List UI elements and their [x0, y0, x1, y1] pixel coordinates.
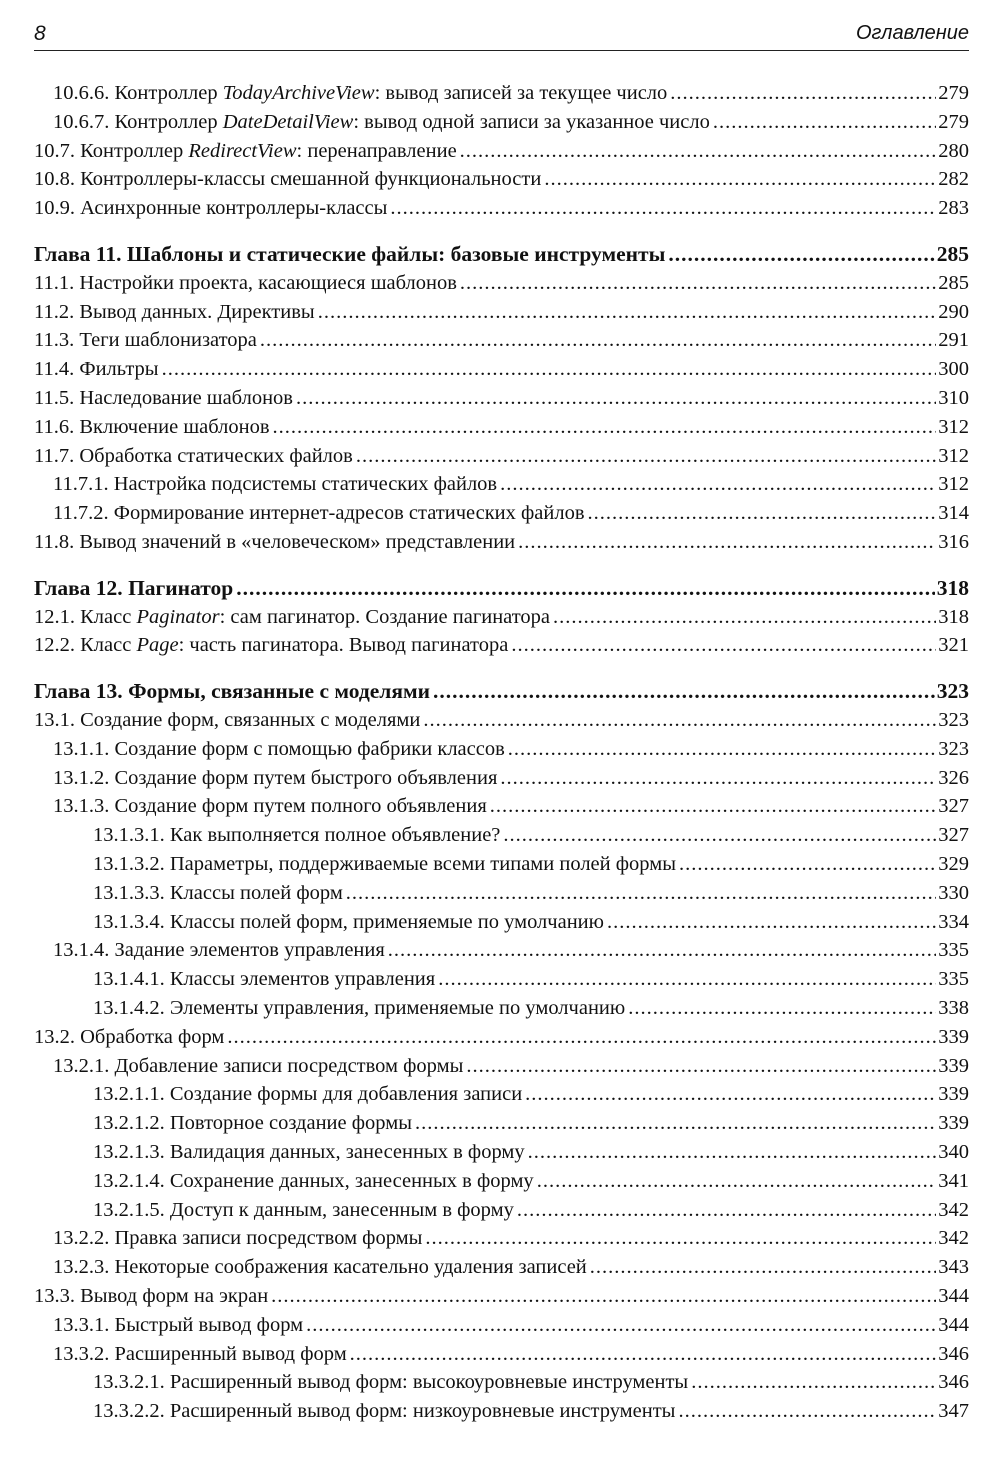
toc-entry-line [53, 790, 969, 819]
toc-entry-title: Включение шаблонов [79, 415, 270, 438]
toc-entry-number: Глава 11. [34, 242, 127, 266]
toc-entry-title: Параметры, поддерживаемые всеми типами полей формы [169, 853, 676, 875]
toc-dot-leader [306, 1312, 936, 1338]
toc-entry-number: 13.2.1. [53, 1054, 115, 1077]
toc-dot-leader [528, 1139, 937, 1165]
toc-entry-title: Некоторые соображения касательно удаления записей [114, 1256, 587, 1279]
toc-chapter-entry [0, 572, 1000, 601]
toc-chapter-entry [0, 675, 1000, 704]
toc-dot-leader [438, 966, 936, 992]
toc-dot-leader [503, 822, 936, 848]
toc-entry-number: 13.2.1.4. [93, 1169, 170, 1192]
toc-dot-leader [466, 1053, 936, 1079]
toc-entry [0, 877, 1000, 906]
toc-entry [0, 1366, 1000, 1395]
toc-dot-leader [236, 575, 934, 601]
toc-entry-page: 316 [938, 531, 969, 553]
toc-entry-number: 13.1.4.2. [93, 997, 170, 1019]
toc-entry-number: 13.1. [34, 709, 81, 731]
toc-entry-page: 339 [938, 1054, 969, 1077]
toc-entry-number: 10.6.6. [53, 82, 115, 104]
toc-entry [0, 497, 1000, 526]
toc-entry [0, 106, 1000, 135]
toc-entry [0, 1395, 1000, 1424]
toc-entry [0, 848, 1000, 877]
toc-dot-leader [607, 909, 936, 935]
toc-entry-page: 329 [938, 853, 969, 875]
toc-dot-leader [518, 529, 936, 555]
toc-entry [0, 733, 1000, 762]
toc-entry [0, 1338, 1000, 1367]
toc-dot-leader [500, 471, 936, 497]
toc-dot-leader [318, 299, 937, 325]
toc-entry-number: 13.2.1.2. [93, 1112, 170, 1135]
toc-entry-title: Класс Page: часть пагинатора. Вывод пагинатора [80, 634, 509, 657]
toc-entry-line [53, 77, 969, 106]
toc-entry [0, 1222, 1000, 1251]
toc-dot-leader [511, 632, 936, 658]
toc-entry-number: 13.3.2.2. [93, 1400, 170, 1423]
toc-entry-page: 346 [938, 1371, 969, 1394]
toc-entry-line [53, 733, 969, 762]
toc-entry-page: 342 [938, 1198, 969, 1221]
toc-entry-title: Создание форм путем быстрого объявления [114, 766, 498, 789]
toc-entry-number: 10.9. [34, 197, 81, 220]
toc-dot-leader [346, 880, 936, 906]
toc-entry [0, 1021, 1000, 1050]
toc-entry [0, 1165, 1000, 1194]
toc-entry-title: Правка записи посредством формы [114, 1227, 423, 1250]
toc-entry-number: 11.7.1. [53, 473, 114, 496]
toc-entry [0, 601, 1000, 630]
toc-entry-page: 312 [938, 473, 969, 496]
toc-entry [0, 267, 1000, 296]
toc-dot-leader [508, 736, 936, 762]
toc-entry-title: Доступ к данным, занесенным в форму [169, 1198, 514, 1221]
toc-dot-leader [296, 385, 936, 411]
toc-entry-title: Наследование шаблонов [79, 387, 293, 409]
toc-entry [0, 163, 1000, 192]
toc-entry-title: Асинхронные контроллеры-классы [80, 197, 388, 220]
toc-entry-number: 13.2. [34, 1025, 81, 1048]
toc-dot-leader [162, 356, 937, 382]
toc-entry-page: 327 [938, 795, 969, 818]
toc-entry-number: Глава 12. [34, 575, 129, 600]
toc-entry-title: Создание форм путем полного объявления [114, 795, 487, 818]
toc-dot-leader [490, 793, 936, 819]
toc-entry-page: 282 [938, 168, 969, 191]
toc-entry-line [34, 704, 969, 733]
toc-entry-line [34, 675, 969, 704]
toc-entry-page: 335 [938, 939, 969, 962]
toc-entry-line [34, 629, 969, 658]
toc-entry-line [53, 1222, 969, 1251]
toc-entry-number: 13.1.3. [53, 795, 115, 818]
toc-dot-leader [356, 443, 936, 469]
toc-entry-page: 285 [936, 242, 969, 266]
toc-entry-title: Пагинатор [128, 575, 234, 600]
toc-entry [0, 1050, 1000, 1079]
toc-entry [0, 1309, 1000, 1338]
toc-entry [0, 790, 1000, 819]
toc-entry-line [34, 238, 969, 267]
running-title: Оглавление [855, 22, 969, 44]
toc-entry-number: 13.1.4. [53, 939, 115, 962]
toc-entry-line [53, 468, 969, 497]
toc-entry [0, 762, 1000, 791]
toc-entry-page: 290 [938, 300, 969, 323]
toc-entry-number: 13.1.3.1. [93, 824, 170, 847]
toc-entry-title: Расширенный вывод форм [114, 1342, 347, 1365]
toc-entry-number: 13.1.4.1. [93, 968, 170, 991]
toc-dot-leader [260, 327, 936, 353]
toc-entry-page: 300 [938, 358, 969, 381]
toc-entry [0, 704, 1000, 733]
toc-entry-line [53, 1338, 969, 1367]
toc-entry-number: 11.3. [34, 329, 80, 352]
toc-entry-line [34, 572, 969, 601]
toc-entry [0, 906, 1000, 935]
toc-entry-title: Формы, связанные с моделями [128, 679, 431, 704]
toc-entry-number: 13.1.3.4. [93, 910, 170, 933]
toc-entry-title: Повторное создание формы [169, 1112, 412, 1135]
toc-dot-leader [500, 765, 936, 791]
toc-entry-title: Валидация данных, занесенных в форму [169, 1141, 525, 1163]
toc-entry-line [93, 1395, 969, 1424]
toc-dot-leader [668, 241, 934, 267]
toc-entry-page: 346 [938, 1342, 969, 1365]
toc-entry-page: 339 [938, 1112, 969, 1135]
toc-entry-number: 13.1.1. [53, 737, 115, 760]
toc-entry-line [93, 1366, 969, 1395]
toc-entry-line [93, 963, 969, 992]
toc-dot-leader [713, 109, 936, 135]
toc-entry-number: 10.8. [34, 168, 81, 191]
toc-dot-leader [423, 707, 936, 733]
toc-dot-leader [679, 851, 936, 877]
toc-entry [0, 992, 1000, 1021]
toc-entry-title: Добавление записи посредством формы [114, 1054, 464, 1077]
toc-entry [0, 411, 1000, 440]
toc-entry-page: 327 [938, 824, 969, 847]
toc-entry-line [34, 601, 969, 630]
toc-entry-page: 318 [938, 605, 969, 628]
toc-entry-title-italic: RedirectView [188, 139, 297, 162]
toc-entry-number: 13.3.1. [53, 1313, 115, 1336]
toc-entry-line [34, 267, 969, 296]
toc-dot-leader [415, 1110, 936, 1136]
toc-entry-page: 310 [938, 387, 969, 409]
toc-entry-line [34, 1021, 969, 1050]
toc-entry [0, 629, 1000, 658]
toc-entry-title-italic: Paginator [136, 605, 220, 628]
toc-entry-number: 13.2.1.5. [93, 1198, 170, 1221]
toc-dot-leader [460, 270, 936, 296]
toc-entry-line [53, 497, 969, 526]
toc-entry-page: 344 [938, 1285, 969, 1307]
toc-entry-title: Классы полей форм [169, 881, 343, 904]
toc-entry-title: Классы элементов управления [169, 968, 436, 991]
toc-entry-page: 279 [938, 110, 969, 133]
toc-entry-number: 13.2.3. [53, 1256, 115, 1279]
toc-entry-title: Задание элементов управления [114, 939, 385, 962]
toc-entry [0, 192, 1000, 221]
toc-dot-leader [425, 1225, 936, 1251]
toc-entry-line [34, 135, 969, 164]
toc-entry [0, 468, 1000, 497]
toc-entry-page: 323 [938, 737, 969, 760]
toc-entry-line [34, 296, 969, 325]
toc-entry-page: 340 [938, 1141, 969, 1163]
toc-entry-number: 13.3.2. [53, 1342, 115, 1365]
toc-entry-line [93, 1107, 969, 1136]
toc-entry-page: 323 [938, 709, 969, 731]
toc-entry-page: 280 [938, 139, 969, 162]
toc-entry-number: 12.1. [34, 605, 81, 628]
toc-entry-line [53, 934, 969, 963]
toc-entry-page: 339 [938, 1083, 969, 1106]
toc-entry-title: Классы полей форм, применяемые по умолчанию [169, 910, 604, 933]
toc-entry-title: Класс Paginator: сам пагинатор. Создание пагинатора [80, 605, 551, 628]
toc-entry-number: 13.2.2. [53, 1227, 115, 1250]
toc-dot-leader [433, 678, 935, 704]
toc-dot-leader [227, 1024, 936, 1050]
toc-dot-leader [273, 414, 937, 440]
toc-entry-line [34, 526, 969, 555]
toc-entry [0, 440, 1000, 469]
toc-entry-number: 13.2.1.3. [93, 1141, 170, 1163]
toc-chapter-entry [0, 238, 1000, 267]
toc-entry [0, 934, 1000, 963]
toc-entry-page: 342 [938, 1227, 969, 1250]
toc-dot-leader [350, 1341, 937, 1367]
toc-entry-number: 11.7. [34, 444, 80, 467]
toc-entry [0, 526, 1000, 555]
toc-entry-title: Настройки проекта, касающиеся шаблонов [79, 271, 457, 294]
toc-entry [0, 77, 1000, 106]
toc-entry-page: 339 [938, 1025, 969, 1048]
toc-entry-page: 347 [938, 1400, 969, 1423]
toc-dot-leader [271, 1283, 936, 1309]
toc-entry-line [93, 877, 969, 906]
toc-entry-line [93, 992, 969, 1021]
toc-dot-leader [553, 604, 936, 630]
toc-entry-page: 344 [938, 1313, 969, 1336]
toc-entry-line [53, 762, 969, 791]
toc-entry-title: Фильтры [79, 358, 159, 381]
toc-entry-line [93, 1165, 969, 1194]
toc-entry-number: Глава 13. [34, 679, 129, 704]
toc-entry-number: 10.6.7. [53, 110, 115, 133]
toc-entry-line [34, 440, 969, 469]
toc-entry-line [34, 1280, 969, 1309]
toc-entry-title: Создание формы для добавления записи [169, 1083, 523, 1106]
toc-entry-title: Контроллер TodayArchiveView: вывод записей за текущее число [114, 82, 668, 104]
toc-entry-line [93, 1194, 969, 1223]
toc-entry [0, 819, 1000, 848]
toc-entry-line [93, 1136, 969, 1165]
toc-entry-title: Шаблоны и статические файлы: базовые инструменты [126, 242, 666, 266]
toc-entry-title: Создание форм с помощью фабрики классов [114, 737, 505, 760]
toc-entry [0, 1251, 1000, 1280]
toc-entry [0, 1107, 1000, 1136]
toc-entry-page: 326 [938, 766, 969, 789]
toc-entry-number: 11.5. [34, 387, 80, 409]
toc-entry-page: 335 [938, 968, 969, 991]
toc-entry-title-italic: DateDetailView [222, 110, 354, 133]
toc-entry-page: 323 [936, 679, 969, 704]
toc-entry [0, 1194, 1000, 1223]
toc-entry-title: Контроллер RedirectView: перенаправление [80, 139, 457, 162]
toc-dot-leader [537, 1168, 937, 1194]
toc-entry-title: Теги шаблонизатора [79, 329, 257, 352]
toc-dot-leader [460, 138, 937, 164]
toc-dot-leader [590, 1254, 936, 1280]
toc-entry-line [93, 819, 969, 848]
toc-entry-line [93, 848, 969, 877]
toc-entry-page: 279 [938, 82, 969, 104]
toc-entry-number: 11.7.2. [53, 502, 114, 525]
toc-entry-title: Вывод значений в «человеческом» представлении [79, 531, 516, 553]
page-number: 8 [34, 22, 46, 45]
toc-entry-title: Настройка подсистемы статических файлов [113, 473, 498, 496]
toc-entry-number: 13.3. [34, 1285, 81, 1307]
toc-dot-leader [588, 500, 937, 526]
toc-entry-page: 318 [936, 575, 969, 600]
toc-entry-number: 12.2. [34, 634, 81, 657]
toc-entry-number: 13.1.3.3. [93, 881, 170, 904]
toc-entry-title: Контроллеры-классы смешанной функциональности [80, 168, 542, 191]
toc-entry-line [34, 353, 969, 382]
toc-entry-line [34, 411, 969, 440]
toc-dot-leader [390, 195, 936, 221]
toc-entry-title: Контроллер DateDetailView: вывод одной записи за указанное число [114, 110, 710, 133]
toc-entry [0, 1136, 1000, 1165]
toc-entry-title: Создание форм, связанных с моделями [80, 709, 421, 731]
toc-dot-leader [678, 1398, 936, 1424]
toc-entry-page: 330 [938, 881, 969, 904]
toc-entry-number: 13.3.2.1. [93, 1371, 170, 1394]
toc-entry [0, 135, 1000, 164]
toc-entry-number: 13.2.1.1. [93, 1083, 170, 1106]
toc-entry-title: Расширенный вывод форм: низкоуровневые инструменты [169, 1400, 676, 1423]
toc-entry-page: 338 [938, 997, 969, 1019]
toc-entry-line [93, 1078, 969, 1107]
toc-entry-line [53, 106, 969, 135]
toc-entry-line [34, 163, 969, 192]
toc-entry-number: 11.6. [34, 415, 80, 438]
toc-entry [0, 382, 1000, 411]
toc-entry-page: 285 [938, 271, 969, 294]
toc-entry-line [93, 906, 969, 935]
toc-entry-title: Вывод данных. Директивы [79, 300, 315, 323]
toc-entry-line [53, 1251, 969, 1280]
toc-dot-leader [691, 1369, 936, 1395]
toc-entry-number: 10.7. [34, 139, 81, 162]
toc-entry [0, 353, 1000, 382]
toc-entry-title: Элементы управления, применяемые по умолчанию [169, 997, 626, 1019]
toc-entry-line [53, 1050, 969, 1079]
toc-entry-number: 11.1. [34, 271, 80, 294]
toc-entry-title: Обработка форм [80, 1025, 225, 1048]
toc-entry-page: 291 [938, 329, 969, 352]
toc-entry-page: 312 [938, 415, 969, 438]
toc-entry-page: 314 [938, 502, 969, 525]
toc-entry-page: 334 [938, 910, 969, 933]
toc-entry [0, 296, 1000, 325]
toc-entry-line [34, 324, 969, 353]
toc-dot-leader [628, 995, 936, 1021]
toc-entry-line [34, 192, 969, 221]
toc-entry-line [34, 382, 969, 411]
toc-dot-leader [544, 166, 936, 192]
toc-entry-title: Как выполняется полное объявление? [169, 824, 501, 847]
toc-entry-line [53, 1309, 969, 1338]
toc-dot-leader [388, 937, 936, 963]
page-header [34, 20, 969, 51]
toc-entry-number: 11.8. [34, 531, 80, 553]
toc-entry-number: 11.2. [34, 300, 80, 323]
toc-entry-title-italic: TodayArchiveView [222, 82, 375, 104]
toc-entry-title-italic: Page [136, 634, 179, 657]
toc-dot-leader [670, 80, 936, 106]
toc-dot-leader [517, 1197, 936, 1223]
toc-entry-title: Вывод форм на экран [80, 1285, 269, 1307]
toc-entry [0, 1280, 1000, 1309]
toc-entry [0, 963, 1000, 992]
toc-dot-leader [525, 1081, 936, 1107]
toc-entry-title: Расширенный вывод форм: высокоуровневые инструменты [169, 1371, 689, 1394]
toc-entry-number: 13.1.2. [53, 766, 115, 789]
toc-entry-page: 283 [938, 197, 969, 220]
toc-entry-page: 312 [938, 444, 969, 467]
toc-entry-number: 11.4. [34, 358, 80, 381]
toc-entry [0, 324, 1000, 353]
toc-entry [0, 1078, 1000, 1107]
toc-entry-title: Быстрый вывод форм [114, 1313, 304, 1336]
toc-entry-title: Формирование интернет-адресов статических файлов [113, 502, 585, 525]
toc-entry-page: 321 [938, 634, 969, 657]
toc-entry-title: Обработка статических файлов [79, 444, 353, 467]
toc-entry-number: 13.1.3.2. [93, 853, 170, 875]
toc-entry-title: Сохранение данных, занесенных в форму [169, 1169, 534, 1192]
toc-entry-page: 343 [938, 1256, 969, 1279]
toc-entry-page: 341 [938, 1169, 969, 1192]
